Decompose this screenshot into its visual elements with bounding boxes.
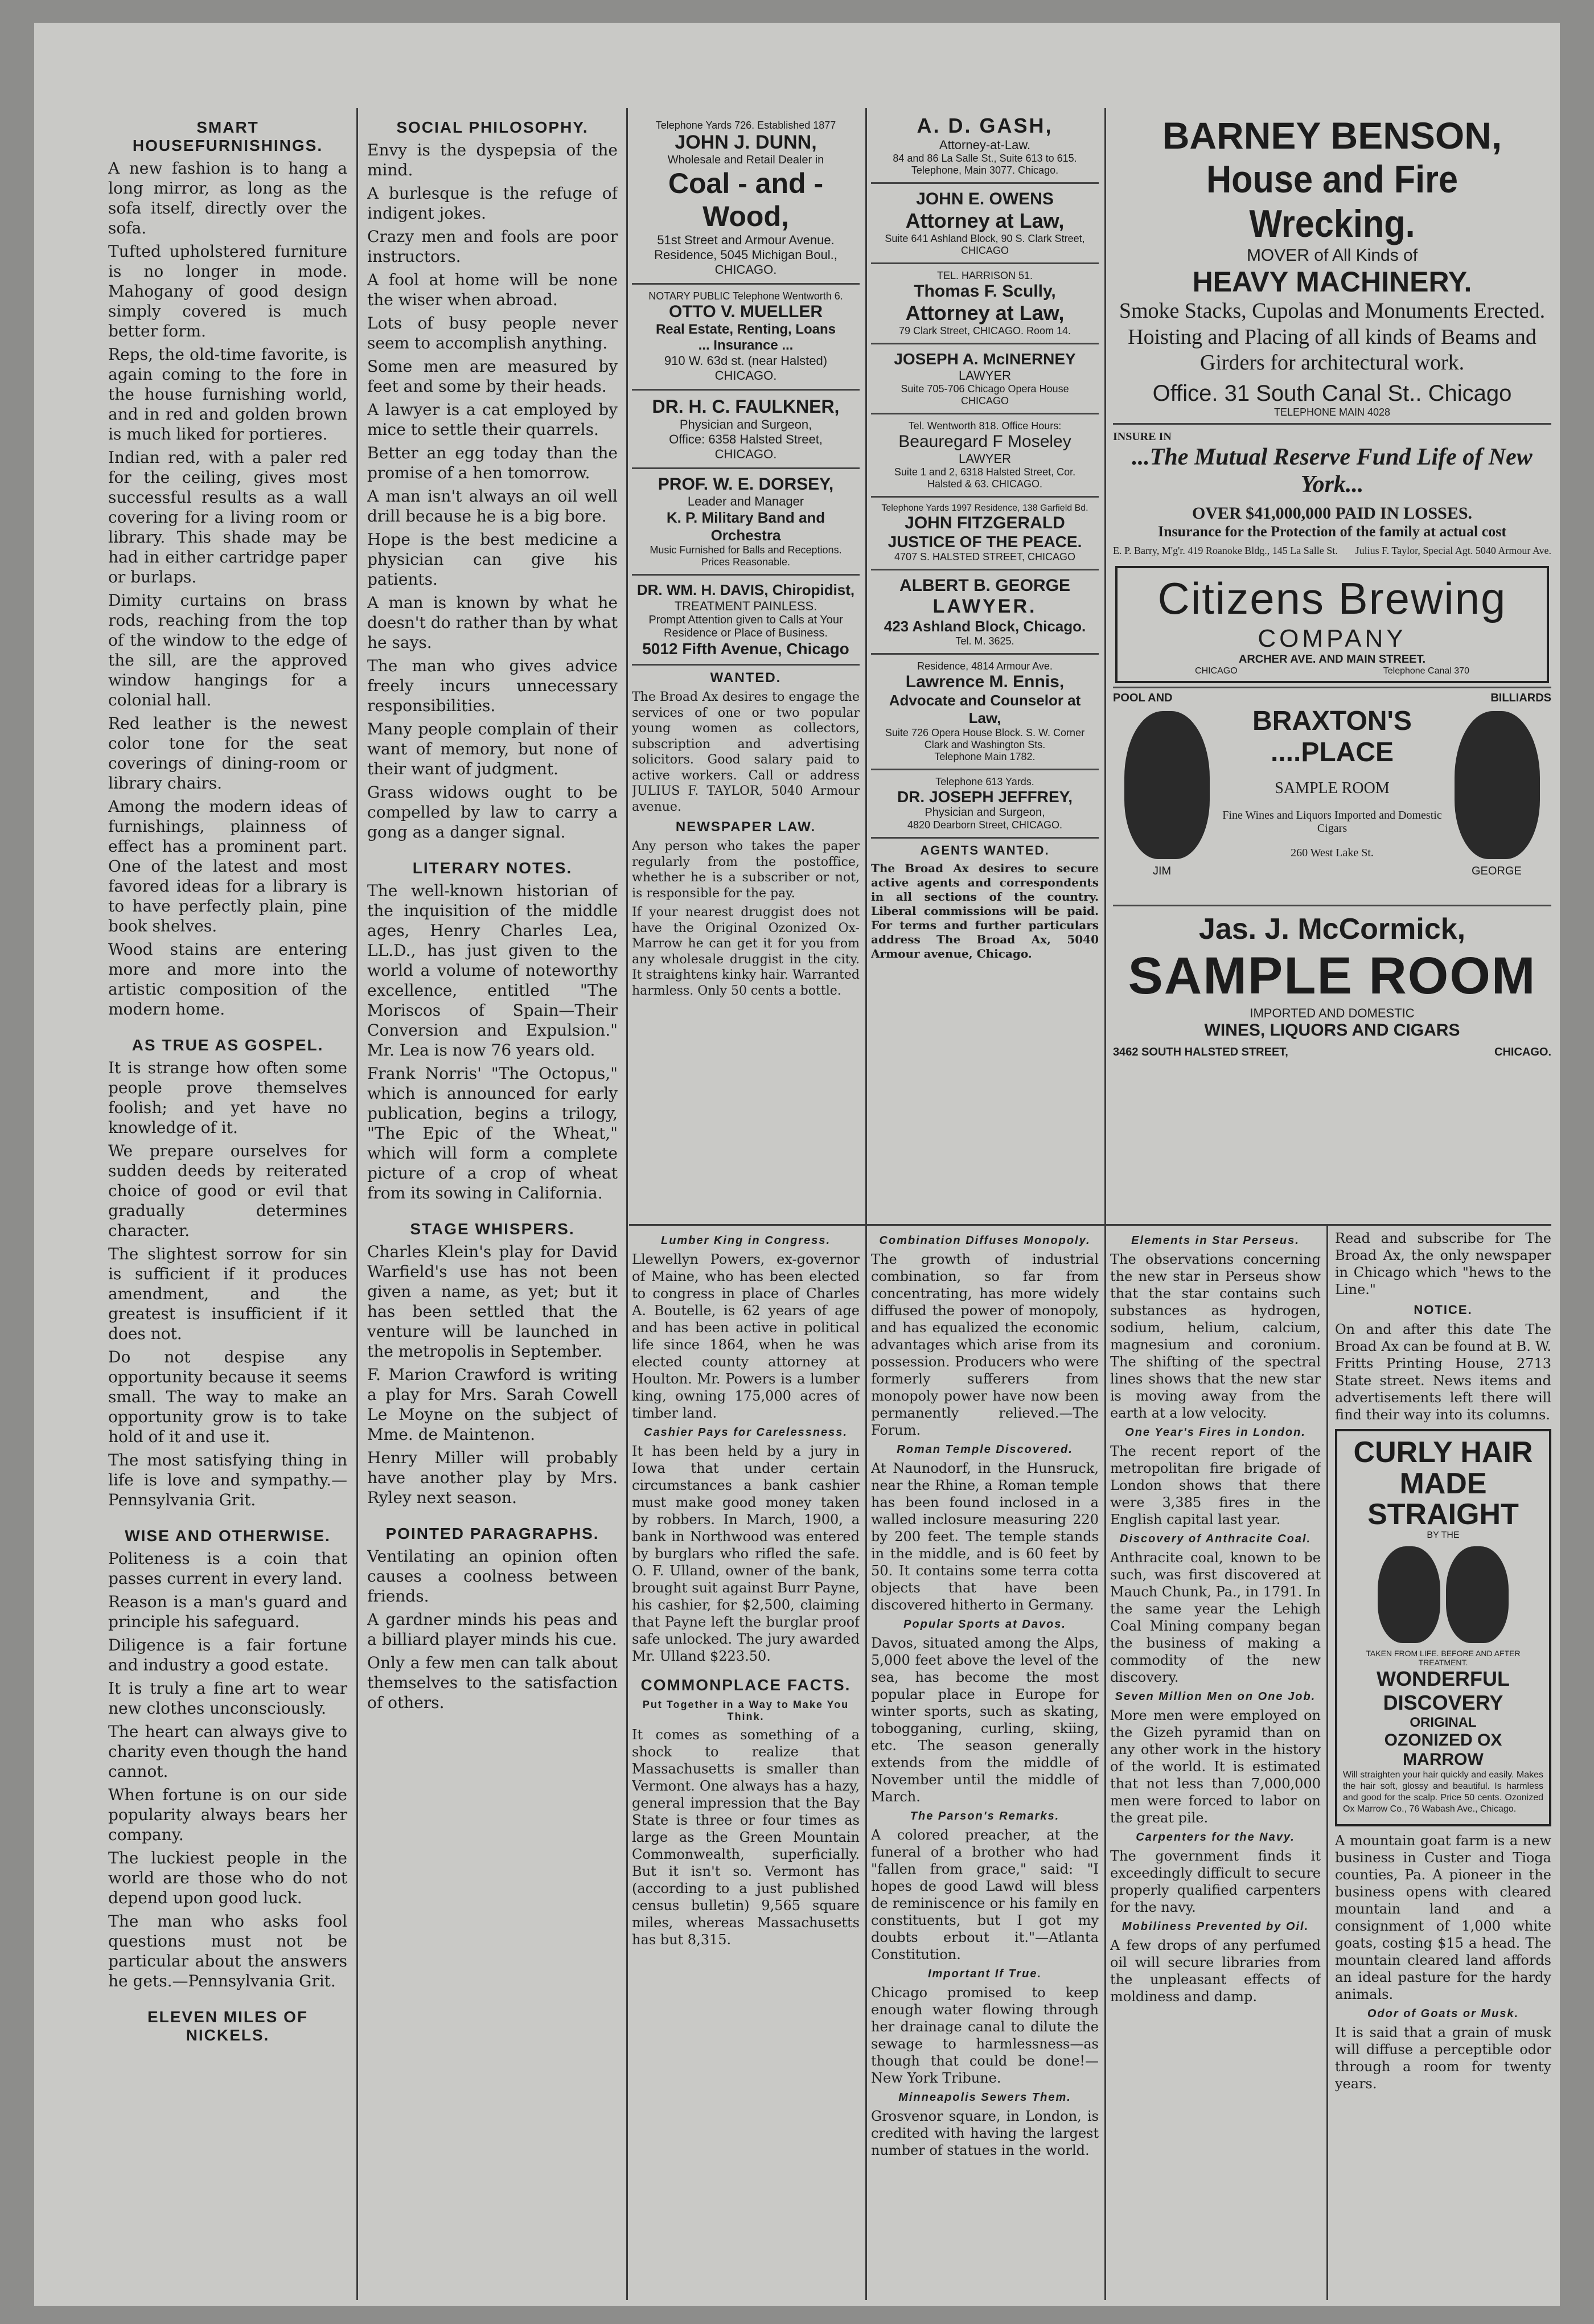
card-beauregard-moseley: [871, 414, 1099, 498]
column-lawyer-cards: [871, 108, 1099, 1218]
article-paragraph: F. Marion Crawford is writing a play for Mrs. Sarah Cowell Le Moyne on the subject of Mme. de Maintenon.: [367, 1365, 618, 1444]
heading-london-fires: One Year's Fires in London.: [1125, 1426, 1306, 1439]
card-john-j-dunn: [632, 114, 860, 285]
ad-label: BILLIARDS: [1490, 691, 1551, 704]
card-headline: Attorney at Law,: [905, 301, 1065, 325]
card-address: Suite 705-706 Chicago Opera House CHICAGO: [901, 383, 1069, 407]
card-john-fitzgerald: [871, 498, 1099, 570]
article-paragraph: Crazy men and fools are poor instructors.: [367, 227, 618, 266]
card-dr-joseph-jeffrey: [871, 770, 1099, 839]
article-paragraph: Reason is a man's guard and principle his safeguard.: [108, 1592, 347, 1631]
heading-as-true-as-gospel: AS TRUE AS GOSPEL.: [132, 1036, 324, 1054]
portrait-caption: GEORGE: [1472, 864, 1522, 877]
card-headline: JUSTICE OF THE PEACE.: [888, 533, 1082, 551]
ad-subtitle: COMPANY: [1258, 624, 1407, 652]
article-paragraph: More men were employed on the Gizeh pyramid than on any other work in the history of the world. It is estimated that not less than 7,000,000 men were forced to labor on the great pile.: [1110, 1707, 1321, 1826]
heading-combination: Combination Diffuses Monopoly.: [879, 1234, 1091, 1247]
card-albert-b-george: [871, 570, 1099, 655]
heading-carpenters: Carpenters for the Navy.: [1136, 1831, 1295, 1843]
article-paragraph: A man isn't always an oil well drill because he is a big bore.: [367, 487, 618, 525]
heading-wise-and-otherwise: WISE AND OTHERWISE.: [125, 1527, 331, 1545]
ox-marrow-paragraph: If your nearest druggist does not have the Original Ozonized Ox-Marrow he can get it for you from any wholesale druggist in the city. It straightens kinky hair. Warranted harmless. Only 50 cents a bottle.: [632, 905, 860, 998]
ad-headline: HEAVY MACHINERY.: [1192, 266, 1472, 298]
article-paragraph: The well-known historian of the inquisition of the middle ages, Henry Charles Lea, LL.D., has just given to the world a volume of noteworthy excellence, entitled "The Moriscos of Spain—Their Conversion and Expulsion." Mr. Lea is now 76 years old.: [367, 881, 618, 1060]
heading-lumber-king: Lumber King in Congress.: [660, 1234, 831, 1247]
card-address: 910 W. 63d st. (near Halsted) CHICAGO.: [664, 354, 828, 383]
article-paragraph: Many people complain of their want of memory, but none of their want of judgment.: [367, 720, 618, 778]
column-social-philosophy: [367, 114, 618, 2294]
card-headline: K. P. Military Band and Orchestra: [666, 509, 825, 544]
ad-text: Smoke Stacks, Cupolas and Monuments Erected. Hoisting and Placing of all kinds of Beams and Girders for architectural work.: [1119, 299, 1546, 375]
article-paragraph: Davos, situated among the Alps, 5,000 feet above the level of the sea, has become the most popular place in Europe for winter sports, such as skating, tobogganing, curling, skiing, etc. The season generally extends from the middle of November until the middle of March.: [871, 1635, 1099, 1805]
article-paragraph: Dimity curtains on brass rods, reaching from the top of the window to the edge of the sill, are the approved window hangings for a colonial hall.: [108, 591, 347, 709]
card-name: Lawrence M. Ennis,: [905, 672, 1065, 691]
article-paragraph: Charles Klein's play for David Warfield's use has not been given a name, as yet; but it has been settled that the venture will be launched in the metropolis in September.: [367, 1242, 618, 1361]
article-paragraph: At Naunodorf, in the Hunsruck, near the Rhine, a Roman temple has been found inclosed in a walled inclosure measuring 220 by 200 feet. The temple stands in the middle, and is 60 feet by 50. It contains some terra cotta objects that have been discovered hitherto in Germany.: [871, 1460, 1099, 1613]
card-subtitle: LAWYER.: [932, 596, 1037, 617]
heading-roman-temple: Roman Temple Discovered.: [897, 1443, 1073, 1456]
article-paragraph: The most satisfying thing in life is love and sympathy.—Pennsylvania Grit.: [108, 1451, 347, 1509]
card-subtitle: LAWYER: [958, 451, 1012, 466]
article-paragraph: Chicago promised to keep enough water flowing through her drainage canal to dilute the sewage to harmlessness—as though that could be done!—New York Tribune.: [871, 1985, 1099, 2086]
ad-name: ....PLACE: [1270, 737, 1394, 767]
article-paragraph: A fool at home will be none the wiser when abroad.: [367, 270, 618, 309]
card-address: 4707 S. HALSTED STREET, CHICAGO: [894, 551, 1076, 562]
heading-mobiliness: Mobiliness Prevented by Oil.: [1121, 1920, 1309, 1933]
notice-paragraph: On and after this date The Broad Ax can be found at B. W. Fritts Printing House, 2713 State street. News items and advertisements left there will find their way into its columns.: [1335, 1321, 1551, 1423]
article-paragraph: Tufted upholstered furniture is no longer in mode. Mahogany of good design simply covered is much better form.: [108, 242, 347, 340]
card-subtitle: LAWYER: [958, 368, 1012, 383]
card-subtitle: Physician and Surgeon,: [925, 806, 1045, 819]
heading-odor-of-goats: Odor of Goats or Musk.: [1367, 2007, 1519, 2020]
article-paragraph: The man who asks fool questions must not be particular about the answers he gets.—Pennsylvania Grit.: [108, 1912, 347, 1990]
ad-citizens-brewing: [1115, 566, 1549, 683]
heading-seven-million: Seven Million Men on One Job.: [1115, 1690, 1316, 1703]
ad-name: BRAXTON'S: [1252, 705, 1412, 736]
article-paragraph: Indian red, with a paler red for the ceiling, gives most successful results as a wall covering for a living room or library. This shade may be had in either cartridge paper or burlaps.: [108, 448, 347, 586]
article-paragraph: A mountain goat farm is a new business in Custer and Tioga counties, Pa. A pioneer in the business opens with cleared mountain land and a consignment of 1,000 white goats, costing $15 a head. The mountain cleared land affords an ideal pasture for the hardy animals.: [1335, 1832, 1551, 2002]
ad-text: Insurance for the Protection of the family at actual cost: [1157, 523, 1507, 540]
card-telephone: Tel. M. 3625.: [955, 635, 1014, 647]
ad-mccormick: [1113, 905, 1551, 1059]
column-lower-left: [632, 1230, 860, 2294]
article-paragraph: Grass widows ought to be compelled by law to carry a gong as a danger signal.: [367, 783, 618, 841]
card-name: DR. WM. H. DAVIS, Chiropidist,: [636, 581, 855, 598]
heading-eleven-miles-of-nickels: ELEVEN MILES OF NICKELS.: [147, 2008, 309, 2044]
advertisement-block: [1113, 114, 1551, 1218]
card-thomas-f-scully: [871, 264, 1099, 344]
ad-agent: Julius F. Taylor, Special Agt. 5040 Armour Ave.: [1355, 544, 1551, 556]
heading-wanted: WANTED.: [710, 670, 782, 685]
article-paragraph: The man who gives advice freely incurs unnecessary responsibilities.: [367, 656, 618, 715]
article-paragraph: Envy is the dyspepsia of the mind.: [367, 141, 618, 179]
article-paragraph: The growth of industrial combination, so far from concentrating, has more widely diffused the power of monopoly, and has equalized the economic advantages which arise from its possession. Producers who were formerly sufferers from monopoly power have now been permanently relieved.—The Forum.: [871, 1251, 1099, 1438]
article-paragraph: A lawyer is a cat employed by mice to settle their quarrels.: [367, 400, 618, 439]
heading-smart-housefurnishings: SMART HOUSEFURNISHINGS.: [132, 118, 323, 154]
card-subtitle: Attorney-at-Law.: [939, 138, 1031, 152]
card-otto-v-mueller: [632, 285, 860, 391]
column-lower-right: [1335, 1230, 1551, 2294]
article-paragraph: A gardner minds his peas and a billiard player minds his cue.: [367, 1610, 618, 1649]
heading-star-perseus: Elements in Star Perseus.: [1131, 1234, 1300, 1247]
article-paragraph: It is strange how often some people prove themselves foolish; and yet have no knowledge of it.: [108, 1058, 347, 1137]
article-paragraph: Lots of busy people never seem to accomplish anything.: [367, 314, 618, 352]
heading-statues: Minneapolis Sewers Them.: [898, 2091, 1071, 2104]
card-headline: Coal - and - Wood,: [668, 167, 824, 232]
newspaper-page: [34, 23, 1560, 2306]
card-residence: Residence, 4814 Armour Ave.: [917, 660, 1053, 672]
article-paragraph: The luckiest people in the world are those who do not depend upon good luck.: [108, 1849, 347, 1907]
card-lawrence-ennis: [871, 655, 1099, 770]
article-paragraph: Ventilating an opinion often causes a coolness between friends.: [367, 1547, 618, 1606]
card-subtitle: Wholesale and Retail Dealer in: [667, 154, 824, 166]
article-paragraph: Reps, the old-time favorite, is again coming to the fore in the house furnishing world, and in red and golden brown is much liked for portieres.: [108, 345, 347, 444]
card-john-e-owens: [871, 184, 1099, 264]
ad-name: BARNEY BENSON,: [1162, 114, 1502, 157]
column-rule: [626, 108, 628, 2300]
article-paragraph: Better an egg today than the promise of a hen tomorrow.: [367, 444, 618, 482]
article-paragraph: Only a few men can talk about themselves to the satisfaction of others.: [367, 1653, 618, 1712]
card-address: Prompt Attention given to Calls at Your Residence or Place of Business.: [648, 614, 843, 639]
article-paragraph: It is said that a grain of musk will diffuse a perceptible odor through a room for twenty years.: [1335, 2024, 1551, 2092]
card-address: 4820 Dearborn Street, CHICAGO.: [907, 819, 1063, 831]
heading-agents-wanted: AGENTS WANTED.: [920, 843, 1050, 857]
column-smart-housefurnishings: [108, 114, 347, 2294]
heading-commonplace-facts: COMMONPLACE FACTS.: [640, 1676, 851, 1694]
ad-headline: House and Fire Wrecking.: [1206, 158, 1459, 245]
ad-subtitle: ORIGINAL: [1410, 1714, 1477, 1730]
article-paragraph: Henry Miller will probably have another play by Mrs. Ryley next season.: [367, 1448, 618, 1507]
card-headline: Advocate and Counselor at Law,: [889, 692, 1081, 726]
article-paragraph: A colored preacher, at the funeral of a brother who had "fallen from grace," said: "I hopes de good Lawd will bless de reminiscence or his family en constituents, but I got my doubts erbout it."—Atlanta Constitution.: [871, 1827, 1099, 1962]
ad-manager: E. P. Barry, M'g'r. 419 Roanoke Bldg., 145 La Salle St.: [1113, 544, 1338, 556]
card-subtitle: ... Insurance ...: [698, 338, 794, 353]
article-paragraph: A new fashion is to hang a long mirror, as long as the sofa itself, directly over the sofa.: [108, 159, 347, 237]
column-lower-middle: [871, 1230, 1099, 2294]
card-headline: 423 Ashland Block, Chicago.: [884, 618, 1086, 635]
ad-name: ...The Mutual Reserve Fund Life of New York...: [1132, 444, 1533, 498]
ad-headline: WONDERFUL DISCOVERY: [1377, 1666, 1510, 1714]
article-paragraph: A few drops of any perfumed oil will secure libraries from the unpleasant effects of moldiness and damp.: [1110, 1937, 1321, 2005]
card-subtitle: Real Estate, Renting, Loans: [655, 322, 836, 337]
article-paragraph: Politeness is a coin that passes current in every land.: [108, 1549, 347, 1588]
ad-subtitle: IMPORTED AND DOMESTIC: [1250, 1005, 1415, 1020]
card-subtitle: Physician and Surgeon,: [679, 417, 812, 432]
ad-name: Jas. J. McCormick,: [1198, 912, 1466, 946]
card-address: Suite 641 Ashland Block, 90 S. Clark Street, CHICAGO: [885, 233, 1085, 256]
ad-label: POOL AND: [1113, 691, 1173, 704]
card-name: JOHN FITZGERALD: [905, 514, 1065, 532]
article-paragraph: It has been held by a jury in Iowa that under certain circumstances a bank cashier must make good money taken by robbers. In March, 1900, a bank in Northwood was entered by burglars who rifled the safe. O. F. Ulland, owner of the bank, brought suit against Burr Payne, his cashier, for $2,500, claiming that Payne left the burglar proof safe unlocked. The jury awarded Mr. Ulland $223.50.: [632, 1443, 860, 1664]
heading-literary-notes: LITERARY NOTES.: [412, 859, 573, 877]
article-paragraph: Frank Norris' "The Octopus," which is announced for early publication, begins a trilogy, "The Epic of the Wheat," which will form a complete picture of a crop of wheat from its sowing in California.: [367, 1064, 618, 1202]
heading-newspaper-law: NEWSPAPER LAW.: [675, 819, 816, 835]
ad-name: Citizens Brewing: [1157, 573, 1507, 623]
portrait-caption: JIM: [1153, 864, 1172, 877]
article-paragraph: Anthracite coal, known to be such, was first discovered at Mauch Chunk, Pa., in 1791. In the same year the Lehigh Coal Mining company began the business of making a commodity of the new discovery.: [1110, 1550, 1321, 1685]
article-paragraph: It is truly a fine art to wear new clothes unconsciously.: [108, 1679, 347, 1718]
card-address: 51st Street and Armour Avenue.: [657, 233, 835, 247]
heading-social-philosophy: SOCIAL PHILOSOPHY.: [396, 118, 589, 136]
article-paragraph: Wood stains are entering more and more into the artistic composition of the modern home.: [108, 940, 347, 1019]
card-name: PROF. W. E. DORSEY,: [658, 475, 834, 494]
card-address: 79 Clark Street, CHICAGO. Room 14.: [898, 325, 1071, 336]
column-lower-science: [1110, 1230, 1321, 2294]
heading-parsons-remarks: The Parson's Remarks.: [910, 1810, 1060, 1822]
column-rule: [865, 108, 867, 2300]
card-name: DR. H. C. FAULKNER,: [652, 396, 840, 417]
ad-curly-hair: [1335, 1429, 1551, 1826]
article-paragraph: Do not despise any opportunity because it seems small. The way to make an opportunity grow is to take hold of it and use it.: [108, 1348, 347, 1446]
broad-ax-subscribe: Read and subscribe for The Broad Ax, the only newspaper in Chicago which "hews to the Line.": [1335, 1230, 1551, 1298]
article-paragraph: It comes as something of a shock to realize that Massachusetts is smaller than Vermont. One always has a hazy, general impression that the Bay State is three or four times as large as the Green Mountain Commonwealth, superficially. But it isn't so. Vermont has (according to a just published census bulletin) 9,565 square miles, whereas Massachusetts has but 8,315.: [632, 1727, 860, 1948]
article-paragraph: We prepare ourselves for sudden deeds by reiterated choice of good or evil that gradually determines character.: [108, 1142, 347, 1240]
card-prof-dorsey: [632, 469, 860, 576]
ad-caption: TAKEN FROM LIFE. BEFORE AND AFTER TREATMENT.: [1366, 1648, 1521, 1667]
card-name: JOHN J. DUNN,: [675, 132, 817, 153]
card-telephone: Tel. Wentworth 818. Office Hours:: [908, 420, 1062, 432]
card-residence: Residence, 5045 Michigan Boul., CHICAGO.: [654, 248, 837, 277]
portrait-george: [1455, 711, 1540, 859]
agents-wanted-paragraph: The Broad Ax desires to secure active agents and correspondents in all sections of the country. Liberal commissions will be paid. For terms and further particulars address The Broad Ax, 5040 Armour avenue, Chicago.: [871, 861, 1099, 960]
card-dr-davis: [632, 576, 860, 666]
article-paragraph: Llewellyn Powers, ex-governor of Maine, who has been elected to congress in place of Charles A. Boutelle, is 62 years of age and has been active in political life since 1864, when he was elected county attorney at Houlton. Mr. Powers is a lumber king, owning 175,000 acres of timber land.: [632, 1251, 860, 1421]
article-paragraph: Some men are measured by feet and some by their heads.: [367, 357, 618, 396]
article-paragraph: Diligence is a fair fortune and industry a good estate.: [108, 1636, 347, 1674]
ad-office: Office. 31 South Canal St.. Chicago: [1152, 380, 1512, 406]
ad-text: Fine Wines and Liquors Imported and Domestic Cigars: [1222, 808, 1442, 835]
card-telephone: Telephone Main 1782.: [934, 751, 1036, 762]
ad-headline: CURLY HAIR MADE STRAIGHT: [1353, 1436, 1533, 1531]
portrait-after: [1446, 1546, 1509, 1643]
ad-address: 260 West Lake St.: [1291, 846, 1374, 859]
ad-subtitle: OZONIZED OX MARROW: [1384, 1730, 1502, 1769]
newspaper-law-paragraph: Any person who takes the paper regularly from the postoffice, whether he is a subscriber or not, is responsible for the pay.: [632, 839, 860, 901]
article-paragraph: The government finds it exceedingly difficult to secure properly qualified carpenters for the navy.: [1110, 1848, 1321, 1915]
card-headline: Attorney at Law,: [905, 209, 1065, 232]
portrait-jim: [1124, 711, 1210, 859]
heading-stage-whispers: STAGE WHISPERS.: [410, 1220, 575, 1238]
article-paragraph: The observations concerning the new star in Perseus show that the star contains such substances as hydrogen, sodium, helium, calcium, magnesium and coronium. The shifting of the spectral lines shows that the new star is moving away from the earth at a low velocity.: [1110, 1251, 1321, 1421]
card-name: JOHN E. OWENS: [916, 190, 1054, 208]
ad-headline: OVER $41,000,000 PAID IN LOSSES.: [1192, 503, 1473, 523]
ad-address: 3462 SOUTH HALSTED STREET,: [1113, 1045, 1288, 1058]
card-address: 84 and 86 La Salle St., Suite 613 to 615.: [893, 153, 1077, 164]
column-rule: [1104, 108, 1106, 2300]
ad-text: BY THE: [1427, 1530, 1460, 1540]
ad-prefix: INSURE IN: [1113, 430, 1172, 443]
card-telephone: Telephone 613 Yards.: [935, 776, 1034, 787]
ad-barney-benson: [1113, 114, 1551, 418]
card-name: A. D. GASH,: [917, 114, 1053, 137]
card-headline: 5012 Fifth Avenue, Chicago: [642, 640, 849, 658]
card-dr-faulkner: [632, 391, 860, 469]
card-subtitle: TREATMENT PAINLESS.: [674, 599, 817, 613]
section-rule: [629, 1224, 1551, 1226]
portrait-before: [1378, 1546, 1440, 1643]
ad-text: Will straighten your hair quickly and easily. Makes the hair soft, glossy and beautiful. Is harmless and good for the scalp. Price 50 cents. Ozonized Ox Marrow Co., 76 Wabash Ave., Chicago.: [1343, 1769, 1543, 1814]
heading-anthracite: Discovery of Anthracite Coal.: [1119, 1533, 1312, 1545]
card-telephone: NOTARY PUBLIC Telephone Wentworth 6.: [648, 290, 843, 302]
article-paragraph: A burlesque is the refuge of indigent jokes.: [367, 184, 618, 223]
card-name: Beauregard F Moseley: [898, 432, 1071, 451]
card-telephone: Telephone Yards 726. Established 1877: [655, 120, 836, 131]
column-rule: [1326, 1224, 1328, 2300]
column-rule: [356, 108, 358, 2300]
card-name: DR. JOSEPH JEFFREY,: [897, 788, 1073, 806]
card-address: Suite 1 and 2, 6318 Halsted Street, Cor. Halsted & 63. CHICAGO.: [894, 466, 1076, 490]
ad-headline: SAMPLE ROOM: [1128, 946, 1537, 1005]
article-paragraph: The heart can always give to charity even though the hand cannot.: [108, 1722, 347, 1781]
ad-telephone: TELEPHONE MAIN 4028: [1273, 406, 1391, 418]
ad-city: CHICAGO: [1195, 666, 1238, 676]
ad-mutual-reserve: [1113, 423, 1551, 562]
card-joseph-a-mcinerney: [871, 344, 1099, 414]
ad-address: ARCHER AVE. AND MAIN STREET.: [1238, 652, 1426, 666]
card-address: Music Furnished for Balls and Receptions. Prices Reasonable.: [650, 544, 842, 568]
article-paragraph: Grosvenor square, in London, is credited with having the largest number of statues in the world.: [871, 2108, 1099, 2158]
article-paragraph: Red leather is the newest color tone for the seat coverings of dining-room or library chairs.: [108, 714, 347, 793]
wanted-paragraph: The Broad Ax desires to engage the services of one or two popular young women as collectors, subscription and advertising solicitors. Good salary paid to active workers. Call or address JULIUS F. TAYLOR, 5040 Armour avenue.: [632, 690, 860, 814]
heading-notice: NOTICE.: [1414, 1303, 1473, 1317]
column-business-cards: [632, 114, 860, 1218]
card-telephone: Telephone Yards 1997 Residence, 138 Garfield Bd.: [881, 503, 1088, 513]
ad-braxtons-place: [1113, 687, 1551, 905]
heading-important-if-true: Important If True.: [927, 1968, 1042, 1980]
article-paragraph: When fortune is on our side popularity always bears her company.: [108, 1785, 347, 1844]
ad-subtitle: SAMPLE ROOM: [1275, 779, 1390, 797]
card-telephone: Telephone, Main 3077. Chicago.: [911, 165, 1059, 176]
card-a-d-gash: [871, 108, 1099, 184]
article-paragraph: Hope is the best medicine a physician can give his patients.: [367, 530, 618, 589]
article-paragraph: A man is known by what he doesn't do rather than by what he says.: [367, 593, 618, 652]
card-name: ALBERT B. GEORGE: [899, 576, 1070, 595]
card-address: Office: 6358 Halsted Street, CHICAGO.: [669, 432, 823, 461]
ad-city: CHICAGO.: [1494, 1045, 1551, 1058]
card-subtitle: Leader and Manager: [687, 494, 804, 508]
heading-cashier-pays: Cashier Pays for Carelessness.: [644, 1426, 848, 1439]
ad-subtitle: WINES, LIQUORS AND CIGARS: [1204, 1020, 1460, 1040]
card-telephone: TEL. HARRISON 51.: [936, 270, 1033, 281]
ad-telephone: Telephone Canal 370: [1383, 666, 1469, 676]
card-name: Thomas F. Scully,: [914, 282, 1056, 301]
card-name: OTTO V. MUELLER: [668, 302, 823, 321]
heading-popular-sports: Popular Sports at Davos.: [903, 1618, 1066, 1631]
card-name: JOSEPH A. McINERNEY: [894, 350, 1076, 368]
article-paragraph: The recent report of the metropolitan fire brigade of London shows that there were 3,385 fires in the English capital last year.: [1110, 1443, 1321, 1528]
ad-subtitle: MOVER of All Kinds of: [1246, 246, 1418, 265]
subheading-commonplace-facts: Put Together in a Way to Make You Think.: [642, 1699, 849, 1722]
article-paragraph: Among the modern ideas of furnishings, plainness of effect has a prominent part. One of the latest and most favored ideas for a library is to have perfectly plain, pine book shelves.: [108, 797, 347, 935]
article-paragraph: The slightest sorrow for sin is sufficient if it produces amendment, and the greatest is insufficient if it does not.: [108, 1245, 347, 1343]
card-address: Suite 726 Opera House Block. S. W. Corner Clark and Washington Sts.: [885, 727, 1085, 750]
heading-pointed-paragraphs: POINTED PARAGRAPHS.: [385, 1525, 599, 1542]
